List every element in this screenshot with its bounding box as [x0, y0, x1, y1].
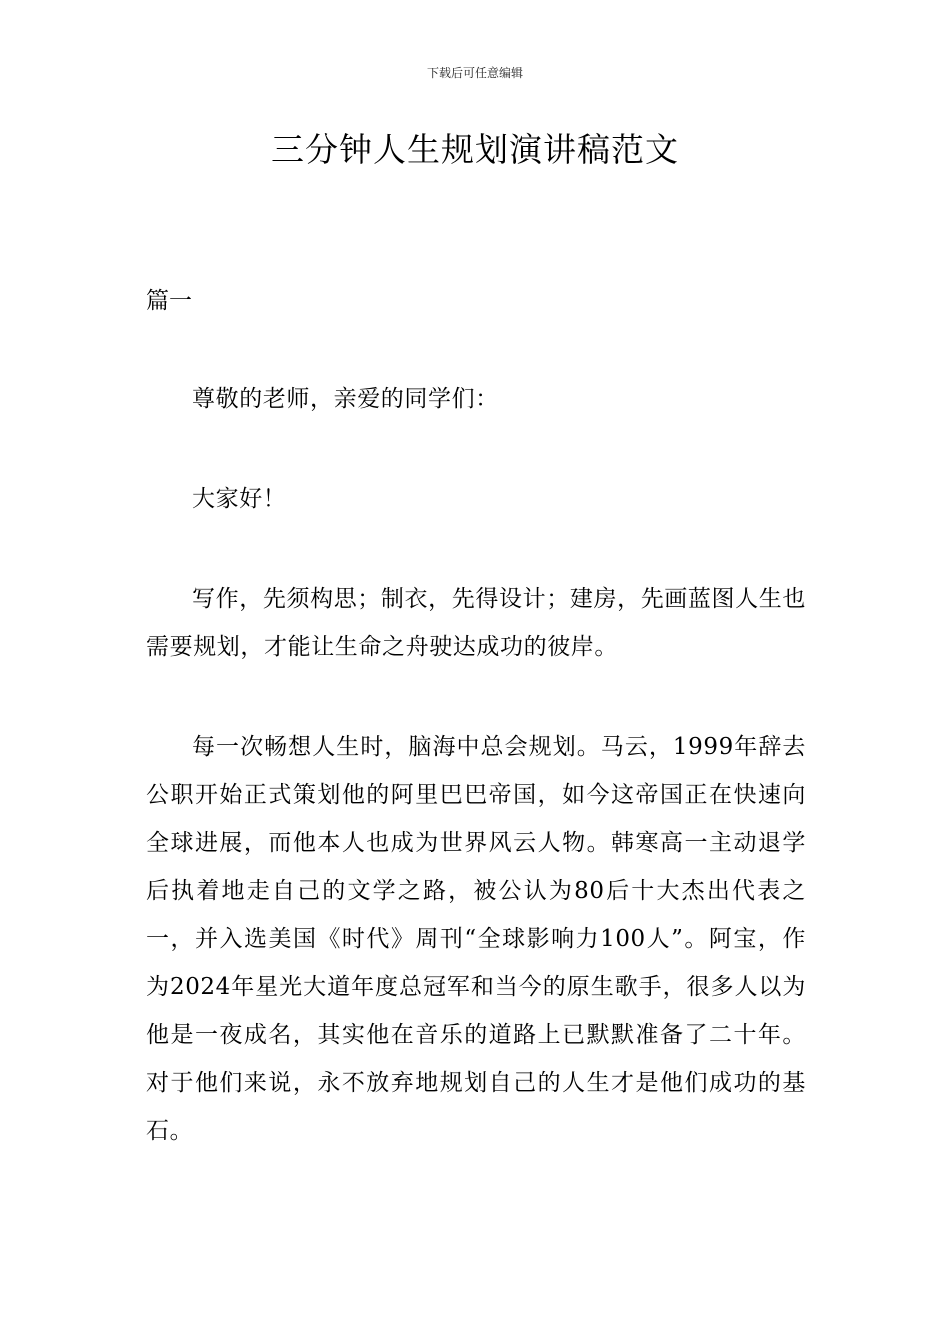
- greeting-paragraph: 尊敬的老师，亲爱的同学们：: [192, 386, 499, 412]
- section-label: 篇一: [146, 288, 192, 314]
- document-title: 三分钟人生规划演讲稿范文: [271, 130, 679, 169]
- hello-paragraph: 大家好！: [192, 486, 287, 512]
- intro-paragraph: 写作，先须构思；制衣，先得设计；建房，先画蓝图人生也需要规划，才能让生命之舟驶达成功的彼岸。: [146, 586, 806, 660]
- header-note: 下载后可任意编辑: [426, 66, 523, 80]
- body-paragraph: 每一次畅想人生时，脑海中总会规划。马云，1999年辞去公职开始正式策划他的阿里巴巴帝国，如今这帝国正在快速向全球进展，而他本人也成为世界风云人物。韩寒高一主动退学后执着地走自己的文学之路，被公认为80后十大杰出代表之一，并入选美国《时代》周刊“全球影响力100人”。阿宝，作为2024年星光大道年度总冠军和当今的原生歌手，很多人以为他是一夜成名，其实他在音乐的道路上已默默准备了二十年。对于他们来说，永不放弃地规划自己的人生才是他们成功的基石。: [146, 734, 806, 1144]
